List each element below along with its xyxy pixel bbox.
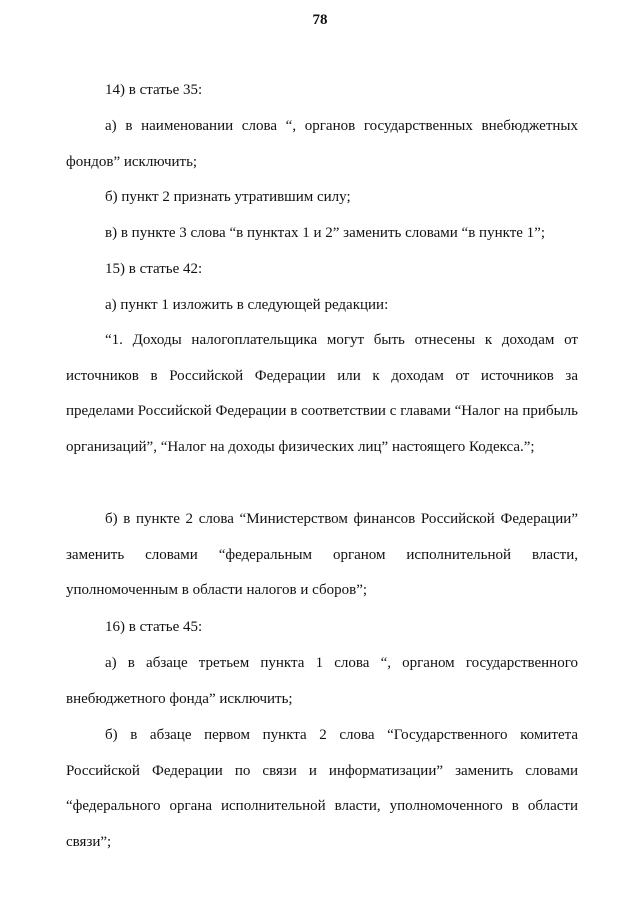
- paragraph-14b: б) пункт 2 признать утратившим силу;: [105, 189, 351, 205]
- paragraph-15b: б) в пункте 2 слова “Министерством финансов Российской Федерации” заменить словами “федеральным органом исполнительной власти, уполномоченным в области налогов и сборов”;: [66, 511, 578, 598]
- paragraph-14: 14) в статье 35:: [105, 82, 203, 98]
- page-number: 78: [312, 12, 328, 28]
- paragraph-16: 16) в статье 45:: [105, 619, 203, 635]
- paragraph-14v: в) в пункте 3 слова “в пунктах 1 и 2” заменить словами “в пункте 1”;: [105, 225, 545, 241]
- paragraph-16a: а) в абзаце третьем пункта 1 слова “, органом государственного внебюджетного фонда” исключить;: [66, 655, 578, 707]
- paragraph-14a: а) в наименовании слова “, органов государственных внебюджетных фондов” исключить;: [66, 118, 578, 170]
- paragraph-15: 15) в статье 42:: [105, 261, 203, 277]
- paragraph-16b: б) в абзаце первом пункта 2 слова “Государственного комитета Российской Федерации по связи и информатизации” заменить словами “федерального органа исполнительной власти, уполномоченного в области связи”;: [66, 727, 578, 850]
- paragraph-15a: а) пункт 1 изложить в следующей редакции:: [105, 297, 389, 313]
- paragraph-quote-1: “1. Доходы налогоплательщика могут быть отнесены к доходам от источников в Российской Федерации или к доходам от источников за пределами Российской Федерации в соответствии с главами “Налог на прибыль организаций”, “Налог на доходы физических лиц” настоящего Кодекса.”;: [66, 332, 578, 455]
